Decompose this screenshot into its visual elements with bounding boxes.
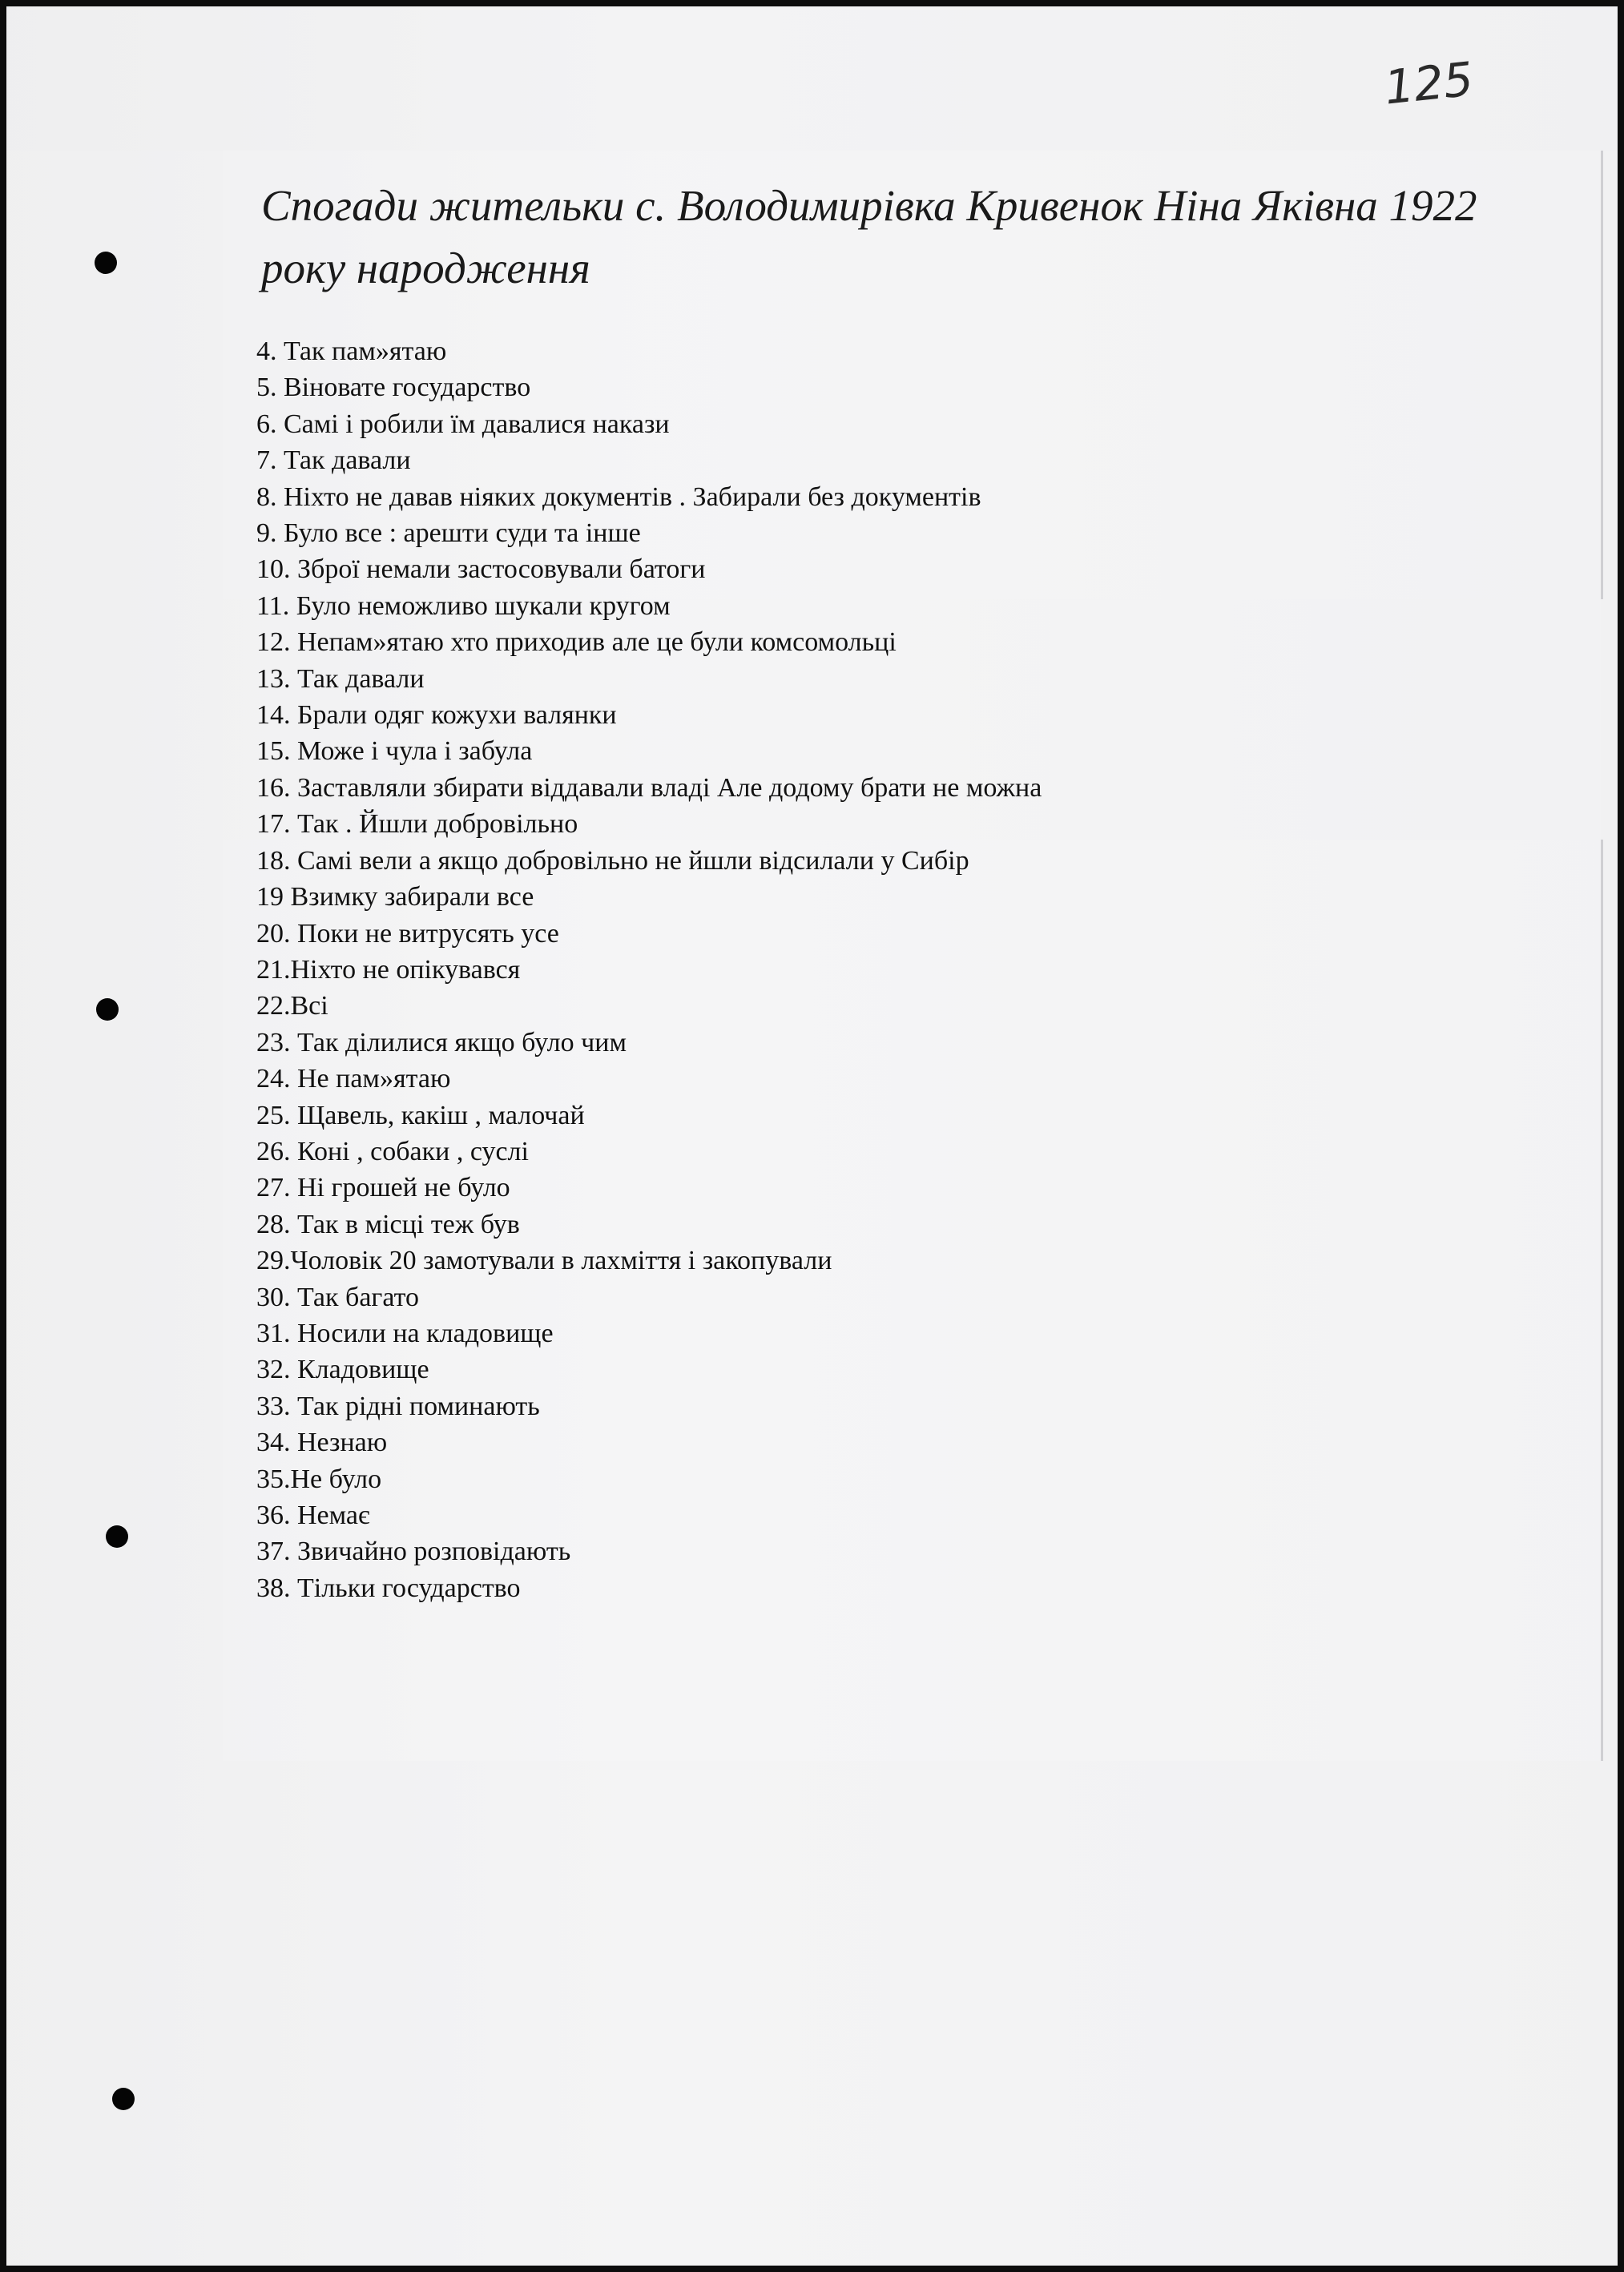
answer-item: 36. Немає xyxy=(256,1501,370,1530)
answer-item: 8. Ніхто не давав ніяких документів . Забирали без документів xyxy=(256,481,981,512)
answer-item: 9. Було все : арешти суди та інше xyxy=(256,518,641,549)
answer-item: 7. Так давали xyxy=(256,445,411,476)
answer-item: 10. Зброї немали застосовували батоги xyxy=(256,554,706,585)
answer-item: 29.Чоловік 20 замотували в лахміття і закопували xyxy=(256,1246,832,1276)
answer-item: 37. Звичайно розповідають xyxy=(256,1537,571,1567)
answer-item: 38. Тільки государство xyxy=(256,1573,521,1603)
answer-item: 5. Віновате государство xyxy=(256,373,531,403)
answer-item: 34. Незнаю xyxy=(256,1428,388,1458)
answer-item: 17. Так . Йшли добровільно xyxy=(256,809,578,840)
answer-item: 16. Заставляли збирати віддавали владі Але додому брати не можна xyxy=(256,772,1042,803)
answer-item: 14. Брали одяг кожухи валянки xyxy=(256,700,617,731)
punch-hole xyxy=(95,252,117,274)
answer-item: 30. Так багато xyxy=(256,1282,419,1312)
answer-item: 13. Так давали xyxy=(256,663,425,694)
document-title: Спогади жительки с. Володимирівка Кривенок Ніна Яківна 1922 року народження xyxy=(261,181,1477,292)
sheet-edge xyxy=(1601,151,1603,599)
answer-item: 24. Не пам»ятаю xyxy=(256,1064,451,1094)
answer-item: 26. Коні , собаки , суслі xyxy=(256,1136,529,1166)
answer-item: 23. Так ділилися якщо було чим xyxy=(256,1027,627,1057)
answer-item: 15. Може і чула і забула xyxy=(256,736,533,767)
punch-hole xyxy=(106,1525,128,1548)
answer-item: 11. Було неможливо шукали кругом xyxy=(256,590,671,621)
answer-item: 6. Самі і робили їм давалися накази xyxy=(256,409,670,439)
answer-item: 25. Щавель, какіш , малочай xyxy=(256,1100,585,1130)
answer-item: 12. Непам»ятаю хто приходив але це були комсомольці xyxy=(256,627,897,658)
answer-item: 21.Ніхто не опікувався xyxy=(256,954,521,985)
answer-list xyxy=(256,333,1042,1606)
sheet-edge xyxy=(1601,840,1603,1761)
punch-hole xyxy=(112,2088,135,2110)
scanned-page xyxy=(6,6,1618,2266)
answer-item: 4. Так пам»ятаю xyxy=(256,336,447,366)
answer-item: 35.Не було xyxy=(256,1464,382,1494)
answer-item: 22.Всі xyxy=(256,991,328,1021)
answer-item: 18. Самі вели а якщо добровільно не йшли відсилали у Сибір xyxy=(256,845,969,876)
punch-hole xyxy=(96,998,119,1021)
answer-item: 28. Так в місці теж був xyxy=(256,1209,520,1239)
answer-item: 33. Так рідні поминають xyxy=(256,1391,540,1421)
answer-item: 27. Ні грошей не було xyxy=(256,1173,510,1203)
answer-item: 32. Кладовище xyxy=(256,1355,429,1385)
answer-item: 20. Поки не витрусять усе xyxy=(256,918,559,949)
answer-item: 19 Взимку забирали все xyxy=(256,882,534,912)
page-number: 125 xyxy=(1381,51,1476,115)
answer-item: 31. Носили на кладовище xyxy=(256,1318,554,1348)
